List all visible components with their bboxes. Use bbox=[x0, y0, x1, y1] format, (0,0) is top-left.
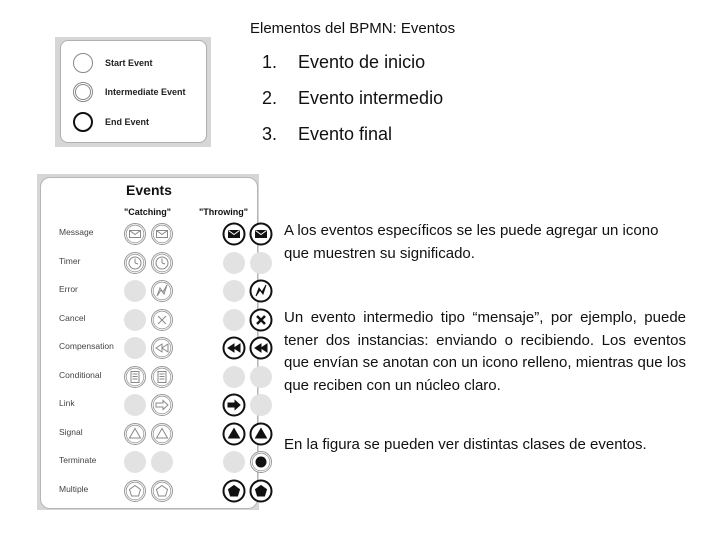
events-table-panel bbox=[40, 177, 258, 509]
catching-column-header: "Catching" bbox=[124, 207, 172, 217]
empty-event-slot-icon bbox=[123, 279, 147, 303]
empty-event-slot-icon bbox=[222, 365, 246, 389]
empty-event-slot-icon bbox=[123, 308, 147, 332]
multiple-filled-icon bbox=[249, 479, 273, 503]
end-event-circle-icon bbox=[73, 112, 93, 132]
event-row-label: Compensation bbox=[59, 341, 114, 351]
list-text: Evento de inicio bbox=[298, 52, 426, 72]
error-filled-icon bbox=[249, 279, 273, 303]
legend-label: Intermediate Event bbox=[105, 87, 186, 97]
list-item bbox=[262, 88, 443, 124]
list-text: Evento final bbox=[298, 124, 393, 144]
events-table-image bbox=[37, 174, 259, 510]
event-row-label: Conditional bbox=[59, 369, 102, 380]
link-icon bbox=[150, 393, 174, 417]
empty-event-slot-icon bbox=[123, 393, 147, 417]
empty-event-slot-icon bbox=[123, 450, 147, 474]
empty-event-slot-icon bbox=[222, 308, 246, 332]
signal-icon bbox=[150, 422, 174, 446]
conditional-icon bbox=[150, 365, 174, 389]
terminate-icon bbox=[249, 450, 273, 474]
empty-event-slot-icon bbox=[222, 450, 246, 474]
event-row-conditional bbox=[41, 363, 257, 391]
empty-event-slot-icon bbox=[123, 336, 147, 360]
empty-event-slot-icon bbox=[222, 251, 246, 275]
compensation-icon bbox=[150, 336, 174, 360]
event-row-label: Timer bbox=[59, 255, 81, 266]
multiple-icon bbox=[123, 479, 147, 503]
event-row-label: Error bbox=[59, 284, 78, 294]
timer-icon bbox=[150, 251, 174, 275]
conditional-icon bbox=[123, 365, 147, 389]
list-item bbox=[262, 124, 443, 160]
events-table-title: Events bbox=[126, 182, 172, 198]
empty-event-slot-icon bbox=[249, 393, 273, 417]
event-row-label: Signal bbox=[59, 426, 83, 437]
message-icon bbox=[123, 222, 147, 246]
event-row-multiple bbox=[41, 477, 257, 505]
empty-event-slot-icon bbox=[249, 365, 273, 389]
legend-row-start bbox=[73, 50, 153, 76]
cancel-filled-icon bbox=[249, 308, 273, 332]
list-number: 3. bbox=[262, 124, 278, 144]
empty-event-slot-icon bbox=[249, 251, 273, 275]
compensation-filled-icon bbox=[249, 336, 273, 360]
legend-label: Start Event bbox=[105, 58, 153, 68]
event-row-label: Multiple bbox=[59, 483, 89, 494]
list-item bbox=[262, 52, 443, 88]
list-text: Evento intermedio bbox=[298, 88, 444, 108]
error-icon bbox=[150, 279, 174, 303]
message-filled-icon bbox=[249, 222, 273, 246]
slide-title: Elementos del BPMN: Eventos bbox=[250, 20, 456, 37]
cancel-icon bbox=[150, 308, 174, 332]
legend-row-intermediate bbox=[73, 79, 186, 105]
event-types-legend-image bbox=[55, 37, 211, 147]
signal-icon bbox=[123, 422, 147, 446]
event-row-label: Cancel bbox=[59, 312, 86, 323]
event-row-compensation bbox=[41, 334, 257, 362]
legend-label: End Event bbox=[105, 117, 150, 127]
paragraph-message-example: Un evento intermedio tipo “mensaje”, por ejemplo, puede tener dos instancias: enviando o recibiendo. Los eventos que envían se anotan con un icono relleno, mientras que los que reciben con un núcleo claro. bbox=[284, 309, 686, 394]
signal-filled-icon bbox=[222, 422, 246, 446]
start-event-circle-icon bbox=[73, 53, 93, 73]
multiple-icon bbox=[150, 479, 174, 503]
legend-row-end bbox=[73, 109, 149, 135]
event-row-timer bbox=[41, 249, 257, 277]
event-row-label: Link bbox=[59, 398, 75, 408]
event-row-label: Message bbox=[59, 227, 94, 237]
event-row-error bbox=[41, 277, 257, 305]
event-row-signal bbox=[41, 420, 257, 448]
paragraph-figure-note: En la figura se pueden ver distintas clases de eventos. bbox=[284, 436, 647, 453]
event-row-label: Terminate bbox=[59, 455, 97, 465]
event-row-link bbox=[41, 391, 257, 419]
list-number: 2. bbox=[262, 88, 278, 108]
event-list bbox=[262, 52, 443, 160]
event-row-message bbox=[41, 220, 257, 248]
signal-filled-icon bbox=[249, 422, 273, 446]
event-row-cancel bbox=[41, 306, 257, 334]
empty-event-slot-icon bbox=[222, 279, 246, 303]
list-number: 1. bbox=[262, 52, 278, 72]
message-icon bbox=[150, 222, 174, 246]
compensation-filled-icon bbox=[222, 336, 246, 360]
legend-panel bbox=[60, 40, 207, 143]
multiple-filled-icon bbox=[222, 479, 246, 503]
paragraph-icons: A los eventos específicos se les puede agregar un icono que muestren su significado. bbox=[284, 222, 659, 262]
message-filled-icon bbox=[222, 222, 246, 246]
link-filled-icon bbox=[222, 393, 246, 417]
event-row-terminate bbox=[41, 448, 257, 476]
intermediate-event-circle-icon bbox=[73, 82, 93, 102]
timer-icon bbox=[123, 251, 147, 275]
throwing-column-header: "Throwing" bbox=[199, 207, 249, 217]
empty-event-slot-icon bbox=[150, 450, 174, 474]
